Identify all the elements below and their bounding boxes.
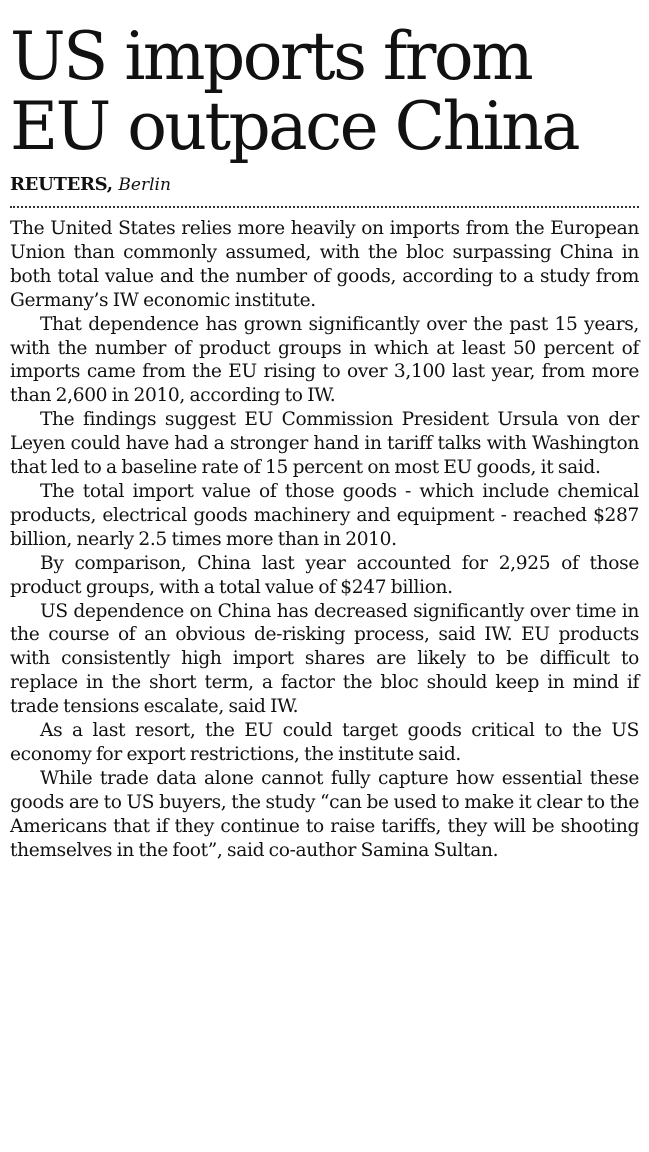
- article-paragraph: The findings suggest EU Commission President Ursula von der Leyen could have had a stronger hand in tariff talks with Washington that led to a baseline rate of 15 percent on most EU goods, it said.: [10, 409, 639, 479]
- article-paragraph: As a last resort, the EU could target goods critical to the US economy for export restrictions, the institute said.: [10, 720, 639, 765]
- byline-agency: REUTERS,: [10, 174, 113, 195]
- article-paragraph: The total import value of those goods - which include chemical products, electrical goods machinery and equipment - reached $287 billion, nearly 2.5 times more than in 2010.: [10, 480, 639, 550]
- article-headline: US imports from EU outpace China: [10, 18, 579, 165]
- article-paragraph: By comparison, China last year accounted for 2,925 of those product groups, with a total value of $247 billion.: [10, 552, 639, 598]
- dotted-divider: [10, 206, 639, 208]
- news-article: [10, 18, 639, 862]
- article-paragraph: The United States relies more heavily on imports from the European Union than commonly assumed, with the bloc surpassing China in both total value and the number of goods, according to a study from Germany’s IW economic institute.: [10, 218, 639, 311]
- byline-location: Berlin: [118, 175, 171, 195]
- article-body: [10, 217, 639, 862]
- article-paragraph: While trade data alone cannot fully capture how essential these goods are to US buyers, the study “can be used to make it clear to the Americans that if they continue to raise tariffs, they will be shooting themselves in the foot”, said co-author Samina Sultan.: [10, 767, 639, 861]
- article-paragraph: That dependence has grown significantly over the past 15 years, with the number of product groups in which at least 50 percent of imports came from the EU rising to over 3,100 last year, from more than 2,600 in 2010, according to IW.: [10, 313, 639, 407]
- article-byline: [10, 174, 639, 196]
- article-paragraph: US dependence on China has decreased significantly over time in the course of an obvious de-risking process, said IW. EU products with consistently high import shares are likely to be difficult to replace in the short term, a factor the bloc should keep in mind if trade tensions escalate, said IW.: [10, 600, 639, 718]
